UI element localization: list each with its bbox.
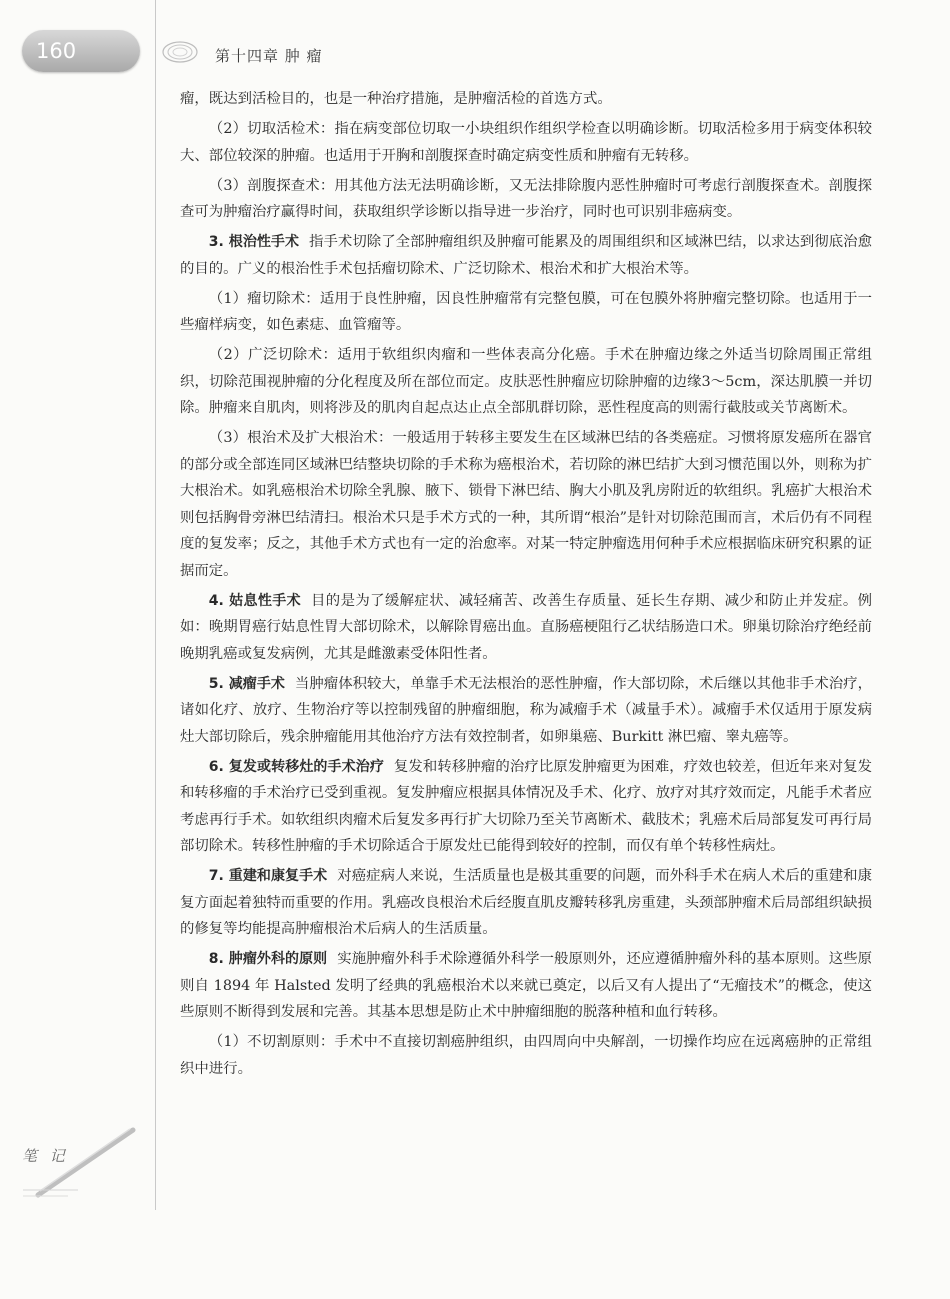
paragraph: [180, 116, 872, 169]
paragraph: [180, 754, 872, 860]
paragraph: [180, 1029, 872, 1082]
paragraph-text: 瘤，既达到活检目的，也是一种治疗措施，是肿瘤活检的首选方式。: [180, 91, 612, 107]
section-heading: 5. 减瘤手术: [208, 675, 285, 692]
section-heading: 6. 复发或转移灶的手术治疗: [208, 758, 384, 775]
paragraph: [180, 671, 872, 751]
paragraph-text: （3）根治术及扩大根治术：一般适用于转移主要发生在区域淋巴结的各类癌症。习惯将原发癌所在器官的部分或全部连同区域淋巴结整块切除的手术称为癌根治术，若切除的淋巴结扩大到习惯范围以外，则称为扩大根治术。如乳癌根治术切除全乳腺、腋下、锁骨下淋巴结、胸大小肌及乳房附近的软组织。乳癌扩大根治术则包括胸骨旁淋巴结清扫。根治术只是手术方式的一种，其所谓“根治”是针对切除范围而言，术后仍有不同程度的复发率；反之，其他手术方式也有一定的治愈率。对某一特定肿瘤选用何种手术应根据临床研究积累的证据而定。: [180, 430, 872, 579]
chapter-title: 第十四章 肿 瘤: [215, 47, 323, 65]
paragraph-text: 指手术切除了全部肿瘤组织及肿瘤可能累及的周围组织和区域淋巴结，以求达到彻底治愈的目的。广义的根治性手术包括瘤切除术、广泛切除术、根治术和扩大根治术等。: [180, 234, 872, 277]
paragraph-text: 目的是为了缓解症状、减轻痛苦、改善生存质量、延长生存期、减少和防止并发症。例如：晚期胃癌行姑息性胃大部切除术，以解除胃癌出血。直肠癌梗阻行乙状结肠造口术。卵巢切除治疗绝经前晚期乳癌或复发病例，尤其是雌激素受体阳性者。: [180, 592, 872, 662]
page-number: 160: [36, 39, 77, 63]
paragraph-text: 复发和转移肿瘤的治疗比原发肿瘤更为困难，疗效也较差，但近年来对复发和转移瘤的手术治疗已受到重视。复发肿瘤应根据具体情况及手术、化疗、放疗对其疗效而定，凡能手术者应考虑再行手术。如软组织肉瘤术后复发多再行扩大切除乃至关节离断术、截肢术；乳癌术后局部复发可再行局部切除术。转移性肿瘤的手术切除适合于原发灶已能得到较好的控制，而仅有单个转移性病灶。: [180, 758, 872, 854]
paragraph: [180, 286, 872, 339]
section-heading: 8. 肿瘤外科的原则: [208, 951, 328, 967]
decorative-swirl-icon: [160, 37, 200, 67]
paragraph: [180, 173, 872, 226]
paragraph: [180, 588, 872, 668]
margin-rule: [155, 0, 156, 1210]
paragraph: [180, 86, 872, 113]
main-text: [180, 86, 872, 1086]
paragraph-text: （2）切取活检术：指在病变部位切取一小块组织作组织学检查以明确诊断。切取活检多用于病变体积较大、部位较深的肿瘤。也适用于开胸和剖腹探查时确定病变性质和肿瘤有无转移。: [180, 121, 872, 164]
paragraph: [180, 342, 872, 422]
margin-note-label: 笔 记: [22, 1147, 69, 1165]
section-heading: 7. 重建和康复手术: [208, 868, 328, 884]
paragraph-text: （3）剖腹探查术：用其他方法无法明确诊断，又无法排除腹内恶性肿瘤时可考虑行剖腹探查术。剖腹探查可为肿瘤治疗赢得时间，获取组织学诊断以指导进一步治疗，同时也可识别非癌病变。: [180, 177, 872, 220]
paragraph: [180, 863, 872, 943]
paragraph: [180, 425, 872, 584]
paragraph-text: （1）瘤切除术：适用于良性肿瘤，因良性肿瘤常有完整包膜，可在包膜外将肿瘤完整切除。也适用于一些瘤样病变，如色素痣、血管瘤等。: [180, 290, 872, 333]
paragraph-text: （2）广泛切除术：适用于软组织肉瘤和一些体表高分化癌。手术在肿瘤边缘之外适当切除周围正常组织，切除范围视肿瘤的分化程度及所在部位而定。皮肤恶性肿瘤应切除肿瘤的边缘3～5cm，深达肌膜一并切除。肿瘤来自肌肉，则将涉及的肌肉自起点达止点全部肌群切除，恶性程度高的则需行截肢或关节离断术。: [180, 347, 872, 416]
section-heading: 3. 根治性手术: [208, 234, 300, 250]
paragraph-text: （1）不切割原则：手术中不直接切割癌肿组织，由四周向中央解剖，一切操作均应在远离癌肿的正常组织中进行。: [180, 1034, 872, 1077]
section-heading: 4. 姑息性手术: [208, 592, 302, 609]
paragraph: [180, 229, 872, 282]
paragraph-text: 对癌症病人来说，生活质量也是极其重要的问题，而外科手术在病人术后的重建和康复方面起着独特而重要的作用。乳癌改良根治术后经腹直肌皮瓣转移乳房重建，头颈部肿瘤术后局部组织缺损的修复等均能提高肿瘤根治术后病人的生活质量。: [180, 868, 872, 937]
paragraph-text: 实施肿瘤外科手术除遵循外科学一般原则外，还应遵循肿瘤外科的基本原则。这些原则自 1894 年 Halsted 发明了经典的乳癌根治术以来就已奠定，以后又有人提出了“无瘤技术”的概念，使这些原则不断得到发展和完善。其基本思想是防止术中肿瘤细胞的脱落种植和血行转移。: [180, 951, 872, 1020]
paragraph-text: 当肿瘤体积较大，单靠手术无法根治的恶性肿瘤，作大部切除，术后继以其他非手术治疗，诸如化疗、放疗、生物治疗等以控制残留的肿瘤细胞，称为减瘤手术（减量手术）。减瘤手术仅适用于原发病灶大部切除后，残余肿瘤能用其他治疗方法有效控制者，如卵巢癌、Burkitt 淋巴瘤、睾丸癌等。: [180, 675, 872, 745]
paragraph: [180, 946, 872, 1026]
